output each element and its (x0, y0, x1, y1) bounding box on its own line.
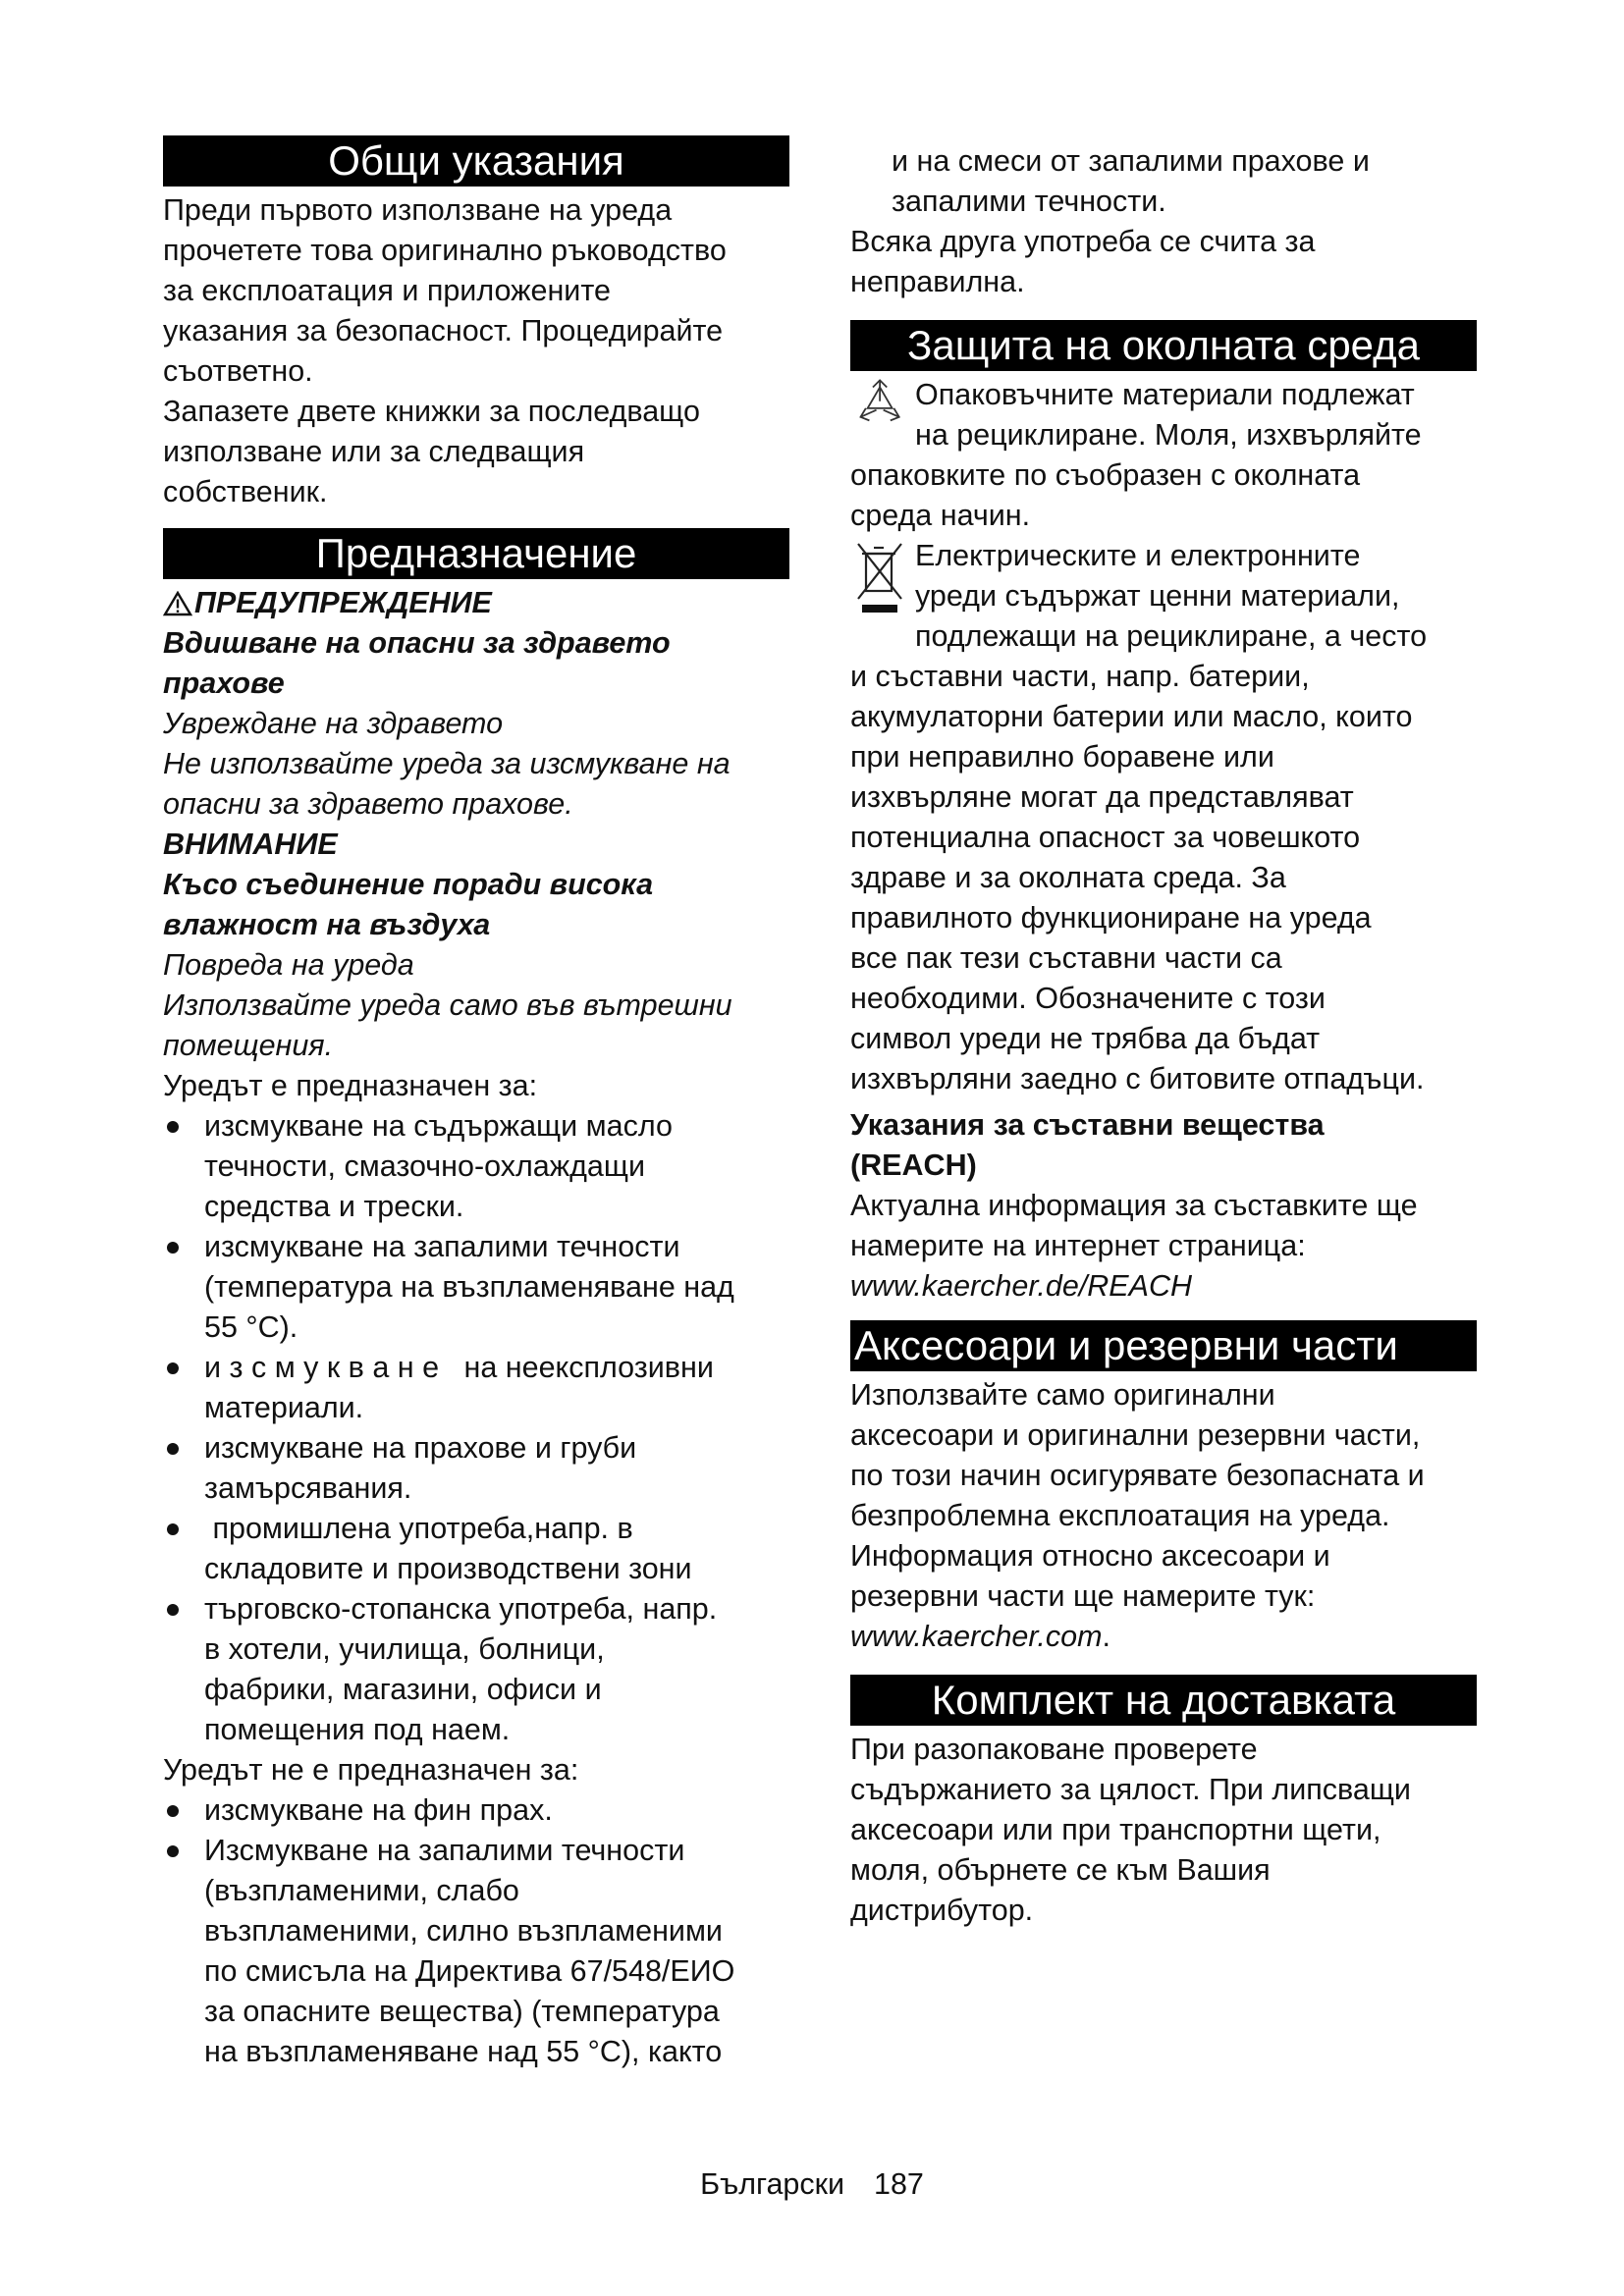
list-item-line: средства и трески. (204, 1190, 464, 1223)
delivery-line: моля, обърнете се към Вашия (850, 1853, 1271, 1887)
list-item-line: в хотели, училища, болници, (204, 1632, 605, 1666)
warning-title-line: прахове (163, 667, 285, 700)
not-intended-intro: Уредът не е предназначен за: (163, 1753, 579, 1787)
caution-title-line: Късо съединение поради висока (163, 868, 654, 901)
electrical-paragraph (850, 536, 1477, 1099)
general-p1-line: указания за безопасност. Процедирайте (163, 314, 724, 347)
warning-text-line: опасни за здравето прахове. (163, 787, 573, 821)
electrical-line: изхвърляни заедно с битовите отпадъци. (850, 1062, 1425, 1095)
caution-text-line: Повреда на уреда (163, 948, 414, 982)
list-item-line: изсмукване на прахове и груби (204, 1431, 637, 1465)
recycle-icon (850, 375, 911, 440)
purpose-heading: Предназначение (163, 528, 789, 579)
reach-text-line: Актуална информация за съставките ще (850, 1189, 1418, 1222)
list-item-line: складовите и производствени зони (204, 1552, 692, 1585)
list-item-line: възпламеними, силно възпламеними (204, 1914, 723, 1948)
accessories-line: резервни части ще намерите тук: (850, 1579, 1316, 1613)
list-item (163, 1106, 789, 1227)
electrical-line: уреди съдържат ценни материали, (915, 579, 1400, 613)
list-item-line: материали. (204, 1391, 364, 1424)
warning-text-line: Не използвайте уреда за изсмукване на (163, 747, 731, 780)
packaging-line: Опаковъчните материали подлежат (915, 378, 1415, 411)
general-p1-line: съответно. (163, 354, 313, 388)
other-use-line: Всяка друга употреба се счита за (850, 225, 1316, 258)
accessories-line: Информация относно аксесоари и (850, 1539, 1330, 1573)
warning-label: ПРЕДУПРЕЖДЕНИЕ (194, 586, 492, 619)
electrical-line: необходими. Обозначените с този (850, 982, 1326, 1015)
packaging-line: на рециклиране. Моля, изхвърляйте (915, 418, 1422, 452)
electrical-line: правилното функциониране на уреда (850, 901, 1372, 934)
packaging-line: среда начин. (850, 499, 1031, 532)
list-item-line: по смисъла на Директива 67/548/ЕИО (204, 1954, 735, 1988)
delivery-line: дистрибутор. (850, 1894, 1034, 1927)
accessories-line: аксесоари и оригинални резервни части, (850, 1418, 1421, 1452)
list-item (163, 1428, 789, 1509)
electrical-line: здраве и за околната среда. За (850, 861, 1286, 894)
delivery-line: При разопаковане проверете (850, 1733, 1258, 1766)
environment-heading: Защита на околната среда (850, 320, 1477, 371)
continued-line: запалими течности. (892, 185, 1166, 218)
general-heading: Общи указания (163, 135, 789, 187)
list-item (163, 1790, 789, 1831)
general-p2-line: собственик. (163, 475, 328, 508)
accessories-heading: Аксесоари и резервни части (850, 1320, 1477, 1371)
warning-triangle-icon (163, 591, 192, 616)
list-item (163, 1509, 789, 1589)
crossed-bin-icon (850, 536, 911, 644)
list-item-line: изсмукване на запалими течности (204, 1230, 680, 1263)
caution-text-line: Използвайте уреда само във вътрешни (163, 988, 732, 1022)
list-item-line: търговско-стопанска употреба, напр. (204, 1592, 718, 1626)
list-item-line: фабрики, магазини, офиси и (204, 1673, 602, 1706)
list-item-line: и з с м у к в а н е на неексплозивни (204, 1351, 714, 1384)
reach-text-line: намерите на интернет страница: (850, 1229, 1306, 1262)
electrical-line: при неправилно боравене или (850, 740, 1274, 774)
intended-intro: Уредът е предназначен за: (163, 1069, 538, 1102)
accessories-line: Използвайте само оригинални (850, 1378, 1275, 1412)
list-item-line: за опасните вещества) (температура (204, 1995, 720, 2028)
intended-use-list (163, 1106, 789, 1750)
general-p1-line: Преди първото използване на уреда (163, 193, 673, 227)
list-item (163, 1227, 789, 1348)
link-suffix: . (1102, 1620, 1110, 1653)
continued-line: и на смеси от запалими прахове и (892, 144, 1370, 178)
warning-text-line: Увреждане на здравето (163, 707, 504, 740)
list-item-line: (температура на възпламеняване над (204, 1270, 734, 1304)
general-p2-line: Запазете двете книжки за последващо (163, 395, 700, 428)
accessories-link-line (850, 1617, 1477, 1657)
list-item-line: замърсявания. (204, 1471, 412, 1505)
accessories-line: безпроблемна експлоатация на уреда. (850, 1499, 1390, 1532)
electrical-line: и съставни части, напр. батерии, (850, 660, 1310, 693)
warning-title-line: Вдишване на опасни за здравето (163, 626, 671, 660)
footer-language: Български (700, 2167, 844, 2201)
delivery-line: аксесоари или при транспортни щети, (850, 1813, 1381, 1846)
electrical-line: все пак тези съставни части са (850, 941, 1282, 975)
left-column (163, 135, 789, 2072)
list-item-line: (възпламеними, слабо (204, 1874, 519, 1907)
reach-link[interactable]: www.kaercher.de/REACH (850, 1269, 1193, 1303)
reach-title-line: Указания за съставни вещества (850, 1108, 1325, 1142)
reach-title-line: (REACH) (850, 1148, 977, 1182)
general-p2-line: използване или за следващия (163, 435, 585, 468)
list-item-line: течности, смазочно-охлаждащи (204, 1149, 646, 1183)
list-item-line: помещения под наем. (204, 1713, 511, 1746)
caution-label: ВНИМАНИЕ (163, 828, 338, 861)
page-number: 187 (874, 2167, 924, 2201)
delivery-heading: Комплект на доставката (850, 1675, 1477, 1726)
list-item-line: 55 °C). (204, 1310, 298, 1344)
electrical-line: потенциална опасност за човешкото (850, 821, 1361, 854)
delivery-line: съдържанието за цялост. При липсващи (850, 1773, 1411, 1806)
general-p1-line: за експлоатация и приложените (163, 274, 611, 307)
electrical-line: изхвърляне могат да представляват (850, 780, 1354, 814)
electrical-line: Електрическите и електронните (915, 539, 1361, 572)
packaging-line: опаковките по съобразен с околната (850, 458, 1361, 492)
right-column (850, 141, 1477, 1931)
not-intended-list (163, 1790, 789, 2072)
caution-title-line: влажност на въздуха (163, 908, 491, 941)
list-item-line: на възпламеняване над 55 °C), както (204, 2035, 723, 2068)
packaging-paragraph (850, 375, 1477, 536)
other-use-line: неправилна. (850, 265, 1025, 298)
electrical-line: акумулаторни батерии или масло, които (850, 700, 1413, 733)
list-item (163, 1831, 789, 2072)
general-p1-line: прочетете това оригинално ръководство (163, 234, 727, 267)
page-footer (0, 2164, 1624, 2204)
electrical-line: символ уреди не трябва да бъдат (850, 1022, 1321, 1055)
warning-label-row (163, 583, 789, 623)
electrical-line: подлежащи на рециклиране, а често (915, 619, 1428, 653)
list-item-line: изсмукване на фин прах. (204, 1793, 553, 1827)
list-item (163, 1348, 789, 1428)
list-item-line: Изсмукване на запалими течности (204, 1834, 685, 1867)
accessories-line: по този начин осигурявате безопасната и (850, 1459, 1425, 1492)
list-item-line: изсмукване на съдържащи масло (204, 1109, 673, 1143)
caution-text-line: помещения. (163, 1029, 334, 1062)
list-item-line: промишлена употреба,напр. в (204, 1512, 633, 1545)
list-item (163, 1589, 789, 1750)
accessories-link[interactable]: www.kaercher.com (850, 1620, 1103, 1653)
